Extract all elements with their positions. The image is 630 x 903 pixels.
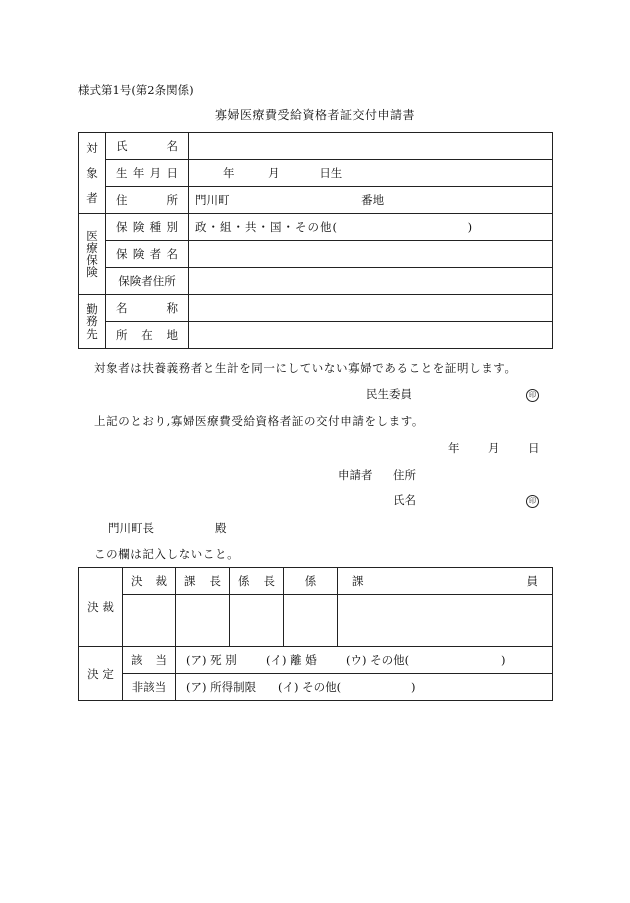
approval-stamp-row — [79, 595, 553, 647]
addressee: 門川町長 — [108, 521, 154, 535]
label-name: 氏 名 — [106, 133, 189, 160]
decision-label: 決 定 — [79, 647, 123, 701]
decision-applicable-row — [79, 647, 553, 674]
certification-text: 対象者は扶養義務者と生計を同一にしていない寡婦であることを証明します。 — [94, 361, 517, 375]
option-income-limit[interactable]: (ア) 所得制限 — [186, 680, 257, 694]
row-workplace-address — [79, 322, 553, 349]
label-insurance-type: 保 険 種 別 — [106, 214, 189, 241]
row-name — [79, 133, 553, 160]
label-birthdate: 生 年 月 日 — [106, 160, 189, 187]
header-staff-lead: 係 — [284, 568, 338, 595]
honorific: 殿 — [215, 521, 227, 535]
field-workplace-address[interactable] — [189, 322, 553, 349]
row-insurance-type — [79, 214, 553, 241]
option-other-not-applicable[interactable]: (イ) その他( — [278, 680, 342, 694]
field-address[interactable]: 門川町 番地 — [189, 187, 553, 214]
approval-label: 決 裁 — [79, 568, 123, 647]
welfare-commissioner-label: 民生委員 — [366, 387, 412, 401]
label-workplace-name: 名 称 — [106, 295, 189, 322]
seal-mark-applicant: 印 — [526, 492, 539, 508]
field-birthdate[interactable]: 年 月 日生 — [189, 160, 553, 187]
header-subsection-chief: 係 長 — [230, 568, 284, 595]
decision-table — [78, 567, 553, 701]
options-applicable[interactable] — [176, 647, 553, 674]
field-insurer-name[interactable] — [189, 241, 553, 268]
header-approval: 決 裁 — [123, 568, 176, 595]
header-staff: 課 員 — [338, 568, 553, 595]
section-label-workplace: 勤 務 先 — [79, 295, 106, 349]
approval-header-row — [79, 568, 553, 595]
stamp-box-staff[interactable] — [338, 595, 553, 647]
row-birthdate — [79, 160, 553, 187]
date-year: 年 — [448, 441, 460, 455]
label-insurer-name: 保 険 者 名 — [106, 241, 189, 268]
applicant-form-table — [78, 132, 553, 349]
stamp-box-subsection-chief[interactable] — [230, 595, 284, 647]
field-insurer-address[interactable] — [189, 268, 553, 295]
header-section-chief: 課 長 — [176, 568, 230, 595]
seal-mark-commissioner: 印 — [526, 386, 539, 402]
row-insurer-address — [79, 268, 553, 295]
form-number: 様式第1号(第2条関係) — [78, 83, 194, 97]
row-address — [79, 187, 553, 214]
option-divorce[interactable]: (イ) 離 婚 — [266, 653, 317, 667]
section-label-insurance: 医 療 保 険 — [79, 214, 106, 295]
applicant-label: 申請者 — [338, 468, 373, 482]
label-workplace-address: 所 在 地 — [106, 322, 189, 349]
row-insurer-name — [79, 241, 553, 268]
section-label-target: 対 象 者 — [79, 133, 106, 214]
option-other-applicable-close: ) — [501, 653, 506, 667]
date-day: 日 — [528, 441, 540, 455]
option-other-not-applicable-close: ) — [411, 680, 416, 694]
date-month: 月 — [488, 441, 500, 455]
stamp-box-section-chief[interactable] — [176, 595, 230, 647]
field-name[interactable] — [189, 133, 553, 160]
label-insurer-address: 保険者住所 — [106, 268, 189, 295]
row-workplace-name — [79, 295, 553, 322]
stamp-box-approval[interactable] — [123, 595, 176, 647]
decision-not-applicable-row — [79, 674, 553, 701]
option-other-applicable[interactable]: (ウ) その他( — [346, 653, 410, 667]
applicant-address-label: 住所 — [393, 468, 416, 482]
field-insurance-type[interactable]: 政・組・共・国・その他( ) — [189, 214, 553, 241]
applicant-name-label: 氏名 — [393, 493, 416, 507]
application-text: 上記のとおり,寡婦医療費受給資格者証の交付申請をします。 — [94, 414, 425, 428]
label-address: 住 所 — [106, 187, 189, 214]
stamp-box-staff-lead[interactable] — [284, 595, 338, 647]
options-not-applicable[interactable] — [176, 674, 553, 701]
field-workplace-name[interactable] — [189, 295, 553, 322]
option-bereavement[interactable]: (ア) 死 別 — [186, 653, 237, 667]
label-applicable: 該 当 — [123, 647, 176, 674]
page-title: 寡婦医療費受給資格者証交付申請書 — [214, 108, 415, 122]
office-use-note: この欄は記入しないこと。 — [94, 547, 240, 561]
label-not-applicable: 非該当 — [123, 674, 176, 701]
